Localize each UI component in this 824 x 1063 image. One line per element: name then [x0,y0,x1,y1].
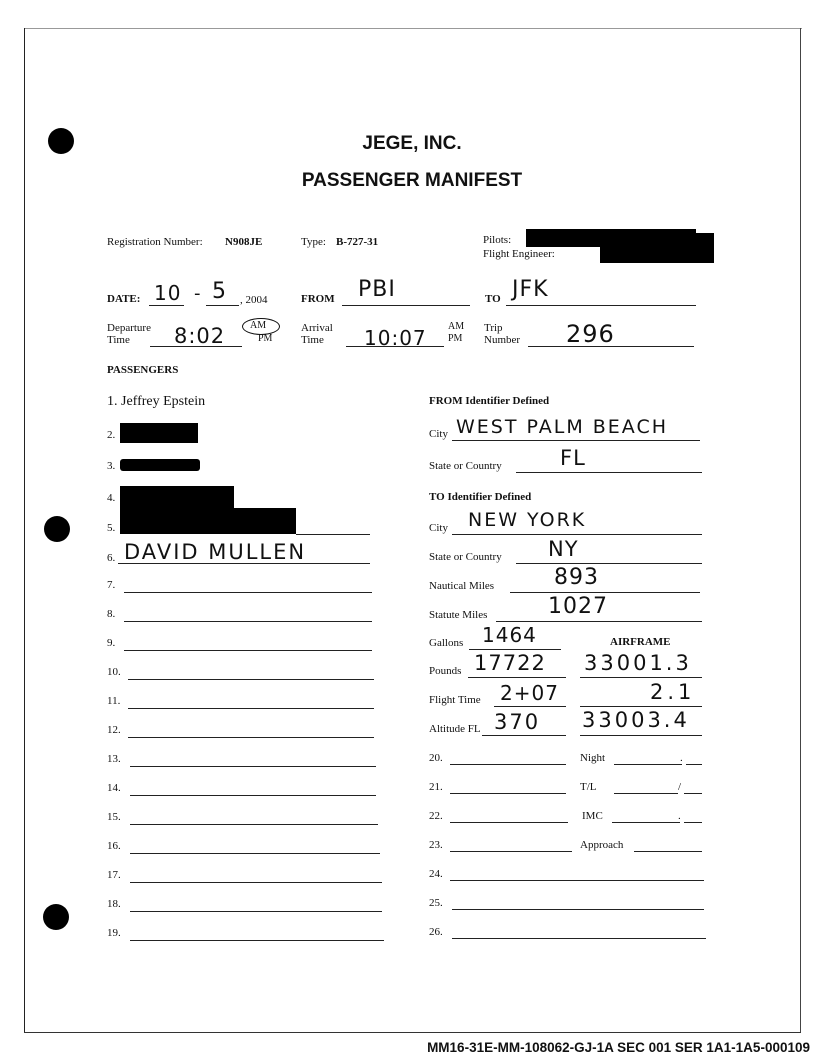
passenger-num-7: 7. [107,579,116,591]
altitude-line [482,735,566,736]
punch-hole-bottom [43,904,69,930]
extra-num-24: 24. [429,868,443,880]
tl-line-b [684,793,702,794]
passenger-num-10: 10. [107,666,121,678]
passenger-line-19 [130,940,384,941]
altitude-airframe-value: 33003.4 [582,708,690,732]
pilots-label: Pilots: [483,234,512,246]
redaction-passenger-4 [120,486,234,508]
extra-num-26: 26. [429,926,443,938]
passenger-line-5 [296,534,370,535]
registration-value: N908JE [225,236,263,248]
passenger-name: Jeffrey Epstein [121,394,206,409]
passenger-line-18 [130,911,382,912]
altitude-airframe-line [580,735,702,736]
imc-label: IMC [582,810,603,822]
from-city-value: WEST PALM BEACH [456,416,669,438]
night-separator: . [680,752,683,764]
passenger-num-11: 11. [107,695,121,707]
date-year: , 2004 [240,294,268,306]
extra-num-25: 25. [429,897,443,909]
extra-line-23 [450,851,572,852]
from-line [342,305,470,306]
passenger-num-5: 5. [107,522,116,534]
pounds-airframe-line [580,677,702,678]
nautical-miles-line [510,592,700,593]
imc-line-b [684,822,702,823]
to-state-label: State or Country [429,551,502,563]
flight-time-airframe-value: 2.1 [650,680,696,704]
punch-hole-middle [44,516,70,542]
redaction-passenger-2 [120,423,198,443]
to-city-line [452,534,702,535]
passenger-line-14 [130,795,376,796]
redaction-passenger-5 [120,508,296,534]
extra-line-22 [450,822,568,823]
flight-time-line [494,706,566,707]
passenger-line-13 [130,766,376,767]
night-line-a [614,764,682,765]
night-line-b [686,764,702,765]
date-month-line [149,305,184,306]
passenger-num-15: 15. [107,811,121,823]
nautical-miles-label: Nautical Miles [429,580,495,592]
extra-line-20 [450,764,566,765]
from-state-value: FL [560,446,586,470]
passenger-row-1 [107,394,205,410]
passenger-num-8: 8. [107,608,116,620]
passenger-num-16: 16. [107,840,121,852]
arrival-am: AM [448,321,465,332]
tl-separator: / [678,781,682,793]
trip-label: Trip Number [484,322,521,346]
extra-num-23: 23. [429,839,443,851]
passenger-name-6: DAVID MULLEN [124,540,307,564]
flight-time-value: 2+07 [500,681,559,705]
flight-time-label: Flight Time [429,694,481,706]
approach-line [634,851,702,852]
statute-miles-label: Statute Miles [429,609,488,621]
from-state-line [516,472,702,473]
date-label: DATE: [107,293,141,305]
gallons-label: Gallons [429,637,464,649]
passenger-line-10 [128,679,374,680]
passenger-num-6: 6. [107,552,116,564]
airframe-heading: AIRFRAME [610,636,671,648]
passenger-line-12 [128,737,374,738]
passenger-line-15 [130,824,378,825]
passenger-num: 1. [107,394,118,409]
to-state-line [516,563,702,564]
passenger-num-13: 13. [107,753,121,765]
extra-line-25 [452,909,704,910]
from-value: PBI [358,277,396,302]
statute-miles-line [496,621,702,622]
altitude-label: Altitude FL [429,723,481,735]
page-border-top [24,28,802,29]
departure-am: AM [250,320,267,331]
pounds-value: 17722 [474,651,546,675]
nautical-miles-value: 893 [554,565,599,590]
extra-line-26 [452,938,706,939]
date-month-value: 10 [154,281,182,305]
type-label: Type: [301,236,326,248]
redaction-passenger-3 [120,459,200,471]
passenger-line-11 [128,708,374,709]
extra-num-22: 22. [429,810,443,822]
from-city-line [452,440,700,441]
altitude-value: 370 [494,710,541,734]
night-label: Night [580,752,606,764]
redaction-flight-engineer [600,233,714,263]
date-separator: - [194,283,202,304]
from-label: FROM [301,293,335,305]
arrival-pm: PM [448,333,463,344]
passenger-line-17 [130,882,382,883]
passenger-num-19: 19. [107,927,121,939]
tl-label: T/L [580,781,597,793]
pounds-line [468,677,566,678]
statute-miles-value: 1027 [548,594,608,619]
from-city-label: City [429,428,448,440]
departure-pm: PM [258,333,273,344]
passenger-num-18: 18. [107,898,121,910]
passenger-line-8 [124,621,372,622]
to-label: TO [485,293,501,305]
arrival-value: 10:07 [364,326,427,350]
passenger-num-17: 17. [107,869,121,881]
form-title: PASSENGER MANIFEST [301,170,523,191]
extra-num-21: 21. [429,781,443,793]
gallons-value: 1464 [482,623,537,647]
gallons-line [469,649,561,650]
to-identifier-heading: TO Identifier Defined [429,491,532,503]
arrival-label: Arrival Time [301,322,333,346]
passenger-num-2: 2. [107,429,116,441]
passenger-line-9 [124,650,372,651]
to-value: JFK [512,277,549,302]
extra-num-20: 20. [429,752,443,764]
extra-line-24 [450,880,704,881]
type-value: B-727-31 [336,236,379,248]
flight-time-airframe-line [580,706,702,707]
company-name: JEGE, INC. [362,133,462,154]
passenger-num-3: 3. [107,460,116,472]
passenger-num-14: 14. [107,782,121,794]
bates-number: MM16-31E-MM-108062-GJ-1A SEC 001 SER 1A1-1A5-000109 [427,1040,810,1055]
departure-label: Departure Time [107,322,151,346]
to-city-value: NEW YORK [468,509,587,531]
date-day-value: 5 [212,279,227,304]
passenger-line-7 [124,592,372,593]
departure-value: 8:02 [174,324,226,348]
passenger-line-16 [130,853,380,854]
trip-value: 296 [566,320,615,348]
registration-label: Registration Number: [107,236,203,248]
passengers-heading: PASSENGERS [107,364,179,376]
date-day-line [206,305,239,306]
pounds-label: Pounds [429,665,462,677]
page-border-bottom [24,1032,801,1033]
from-state-label: State or Country [429,460,502,472]
approach-label: Approach [580,839,624,851]
tl-line-a [614,793,678,794]
to-line [506,305,696,306]
imc-line-a [612,822,680,823]
to-city-label: City [429,522,448,534]
imc-separator: . [678,810,681,822]
passenger-num-12: 12. [107,724,121,736]
passenger-num-9: 9. [107,637,116,649]
passenger-num-4: 4. [107,492,116,504]
extra-line-21 [450,793,566,794]
pounds-airframe-value: 33001.3 [584,651,692,675]
flight-engineer-label: Flight Engineer: [483,248,555,260]
from-identifier-heading: FROM Identifier Defined [429,395,550,407]
to-state-value: NY [548,537,579,561]
